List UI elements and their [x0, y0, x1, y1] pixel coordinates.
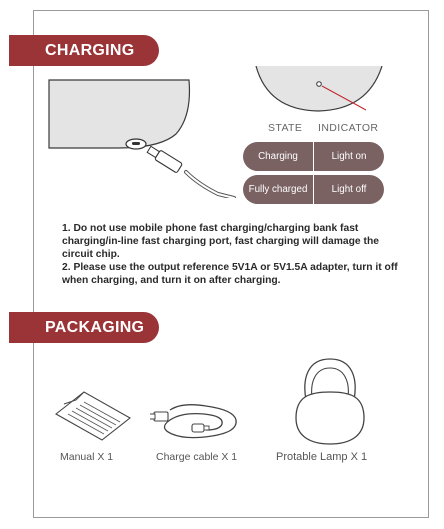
state-column-header: STATE: [268, 122, 303, 134]
indicator-cell: Light off: [331, 184, 367, 195]
lamp-base-with-cable-illustration: [48, 76, 238, 198]
state-cell: Fully charged: [243, 175, 314, 204]
state-cell: Charging: [243, 142, 314, 171]
note-2: 2. Please use the output reference 5V1A or 5V1.5A adapter, turn it off when charging, and turn it on after charging.: [62, 262, 398, 286]
lamp-icon: [294, 356, 366, 446]
indicator-row-fully-charged: [243, 175, 384, 204]
charging-section-title: CHARGING: [45, 41, 135, 59]
packaging-section-title: PACKAGING: [45, 318, 145, 336]
charge-cable-icon: [150, 398, 242, 444]
manual-caption: Manual X 1: [60, 451, 114, 463]
charging-section-banner: [9, 35, 159, 66]
indicator-column-header: INDICATOR: [318, 122, 379, 134]
lamp-caption: Protable Lamp X 1: [276, 451, 368, 463]
note-1: 1. Do not use mobile phone fast charging/charging bank fast charging/in-line fast charging port, fast charging will damage the circuit chip.: [62, 223, 379, 260]
indicator-row-charging: [243, 142, 384, 171]
indicator-cell: Light on: [331, 151, 367, 162]
charging-notes: [62, 222, 402, 287]
charge-cable-caption: Charge cable X 1: [156, 451, 238, 463]
manual-icon: [54, 390, 132, 442]
packaging-section-banner: [9, 312, 159, 343]
lamp-indicator-illustration: [254, 66, 386, 116]
